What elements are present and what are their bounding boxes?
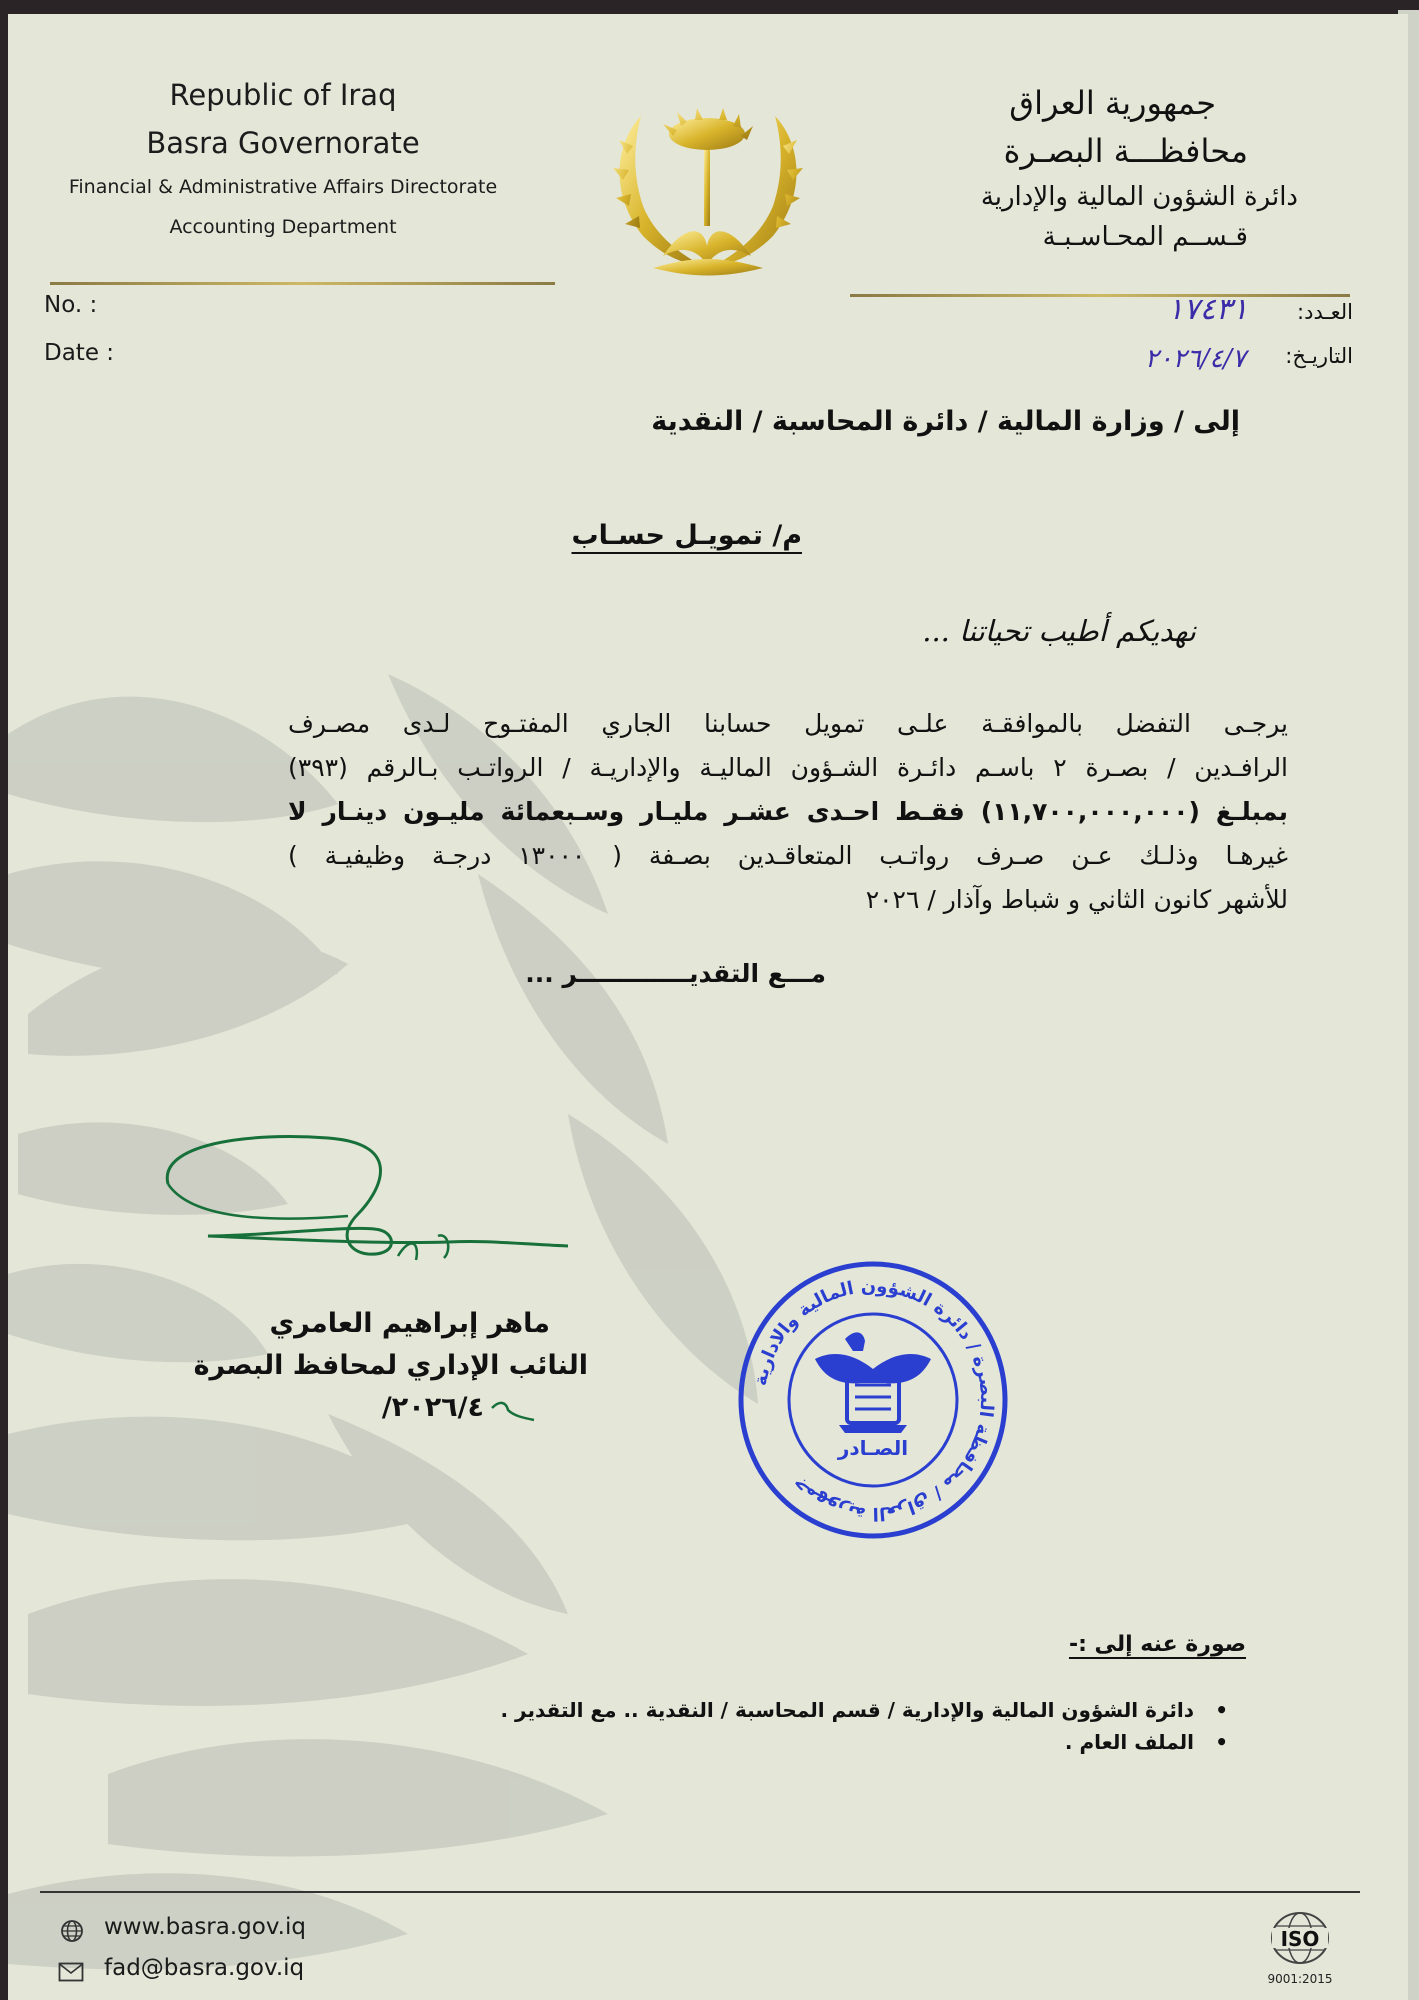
list-item: • دائرة الشؤون المالية والإدارية / قسم المحاسبة / النقدية .. مع التقدير . (500, 1694, 1228, 1726)
copy-to-heading: صورة عنه إلى :- (1068, 1632, 1246, 1657)
greeting: نهديكم أطيب تحياتنا ... (922, 614, 1196, 648)
signatory-day-handwritten (490, 1398, 536, 1422)
closing: مـــع التقديـــــــــــــر ... (525, 959, 826, 988)
header-en-line3: Financial & Administrative Affairs Directorate (68, 176, 498, 198)
letter-body (288, 702, 1288, 922)
header-ar-line3: دائرة الشؤون المالية والإدارية (980, 182, 1298, 212)
signature-mark (148, 1124, 608, 1284)
subject: م/ تمويـل حسـاب (571, 520, 802, 551)
signatory-date: ٢٠٢٦/٤/ (381, 1392, 484, 1423)
copy-to-list (500, 1694, 1228, 1758)
no-label: No. : (44, 292, 98, 318)
body-line: يرجـى التفضل بالموافقـة علـى تمويل حسابنا الجاري المفتـوح لـدى مصـرف (288, 709, 1288, 738)
email-icon (58, 1962, 84, 1982)
iso-label: ISO (1280, 1927, 1320, 1951)
letter-page (8, 14, 1408, 2000)
date-label-ar: التاريـخ: (1285, 344, 1353, 368)
body-line: الرافـدين / بصـرة ٢ باسـم دائـرة الشـؤون الماليـة والإداريـة / الرواتـب بـالرقم (٣٩٣) (288, 753, 1289, 782)
header-en-line1: Republic of Iraq (169, 78, 397, 112)
emblem-logo-icon (603, 106, 813, 286)
body-line: للأشهر كانون الثاني و شباط وآذار / ٢٠٢٦ (865, 885, 1288, 914)
header-en-line4: Accounting Department (169, 216, 397, 238)
date-label: Date : (44, 340, 115, 366)
header-ar-line2: محافظـــة البصـرة (1003, 132, 1248, 170)
header-divider-left (50, 282, 555, 285)
number-value-handwritten: ١٧٤٣١ (1167, 292, 1248, 327)
body-line: بمبلـغ (١١,٧٠٠,٠٠٠,٠٠٠) فقـط احـدى عشـر مليـار وسـبعمائة مليـون دينـار لا (288, 797, 1288, 826)
header-ar-line4: قـســم المحـاسـبـة (1042, 222, 1248, 252)
official-stamp (735, 1259, 1011, 1541)
stamp-center-word: الصـادر (837, 1436, 909, 1460)
signatory-title: النائب الإداري لمحافظ البصرة (193, 1350, 588, 1381)
footer-email[interactable]: fad@basra.gov.iq (104, 1955, 305, 1981)
header-divider-right (850, 294, 1350, 297)
stamp-ring-text: جمهورية العراق / محافظة البصرة / دائرة الشؤون المالية والادارية (749, 1275, 998, 1525)
footer-website[interactable]: www.basra.gov.iq (104, 1914, 306, 1940)
header-ar-line1: جمهورية العراق (1009, 84, 1216, 122)
list-item: • الملف العام . (500, 1726, 1228, 1758)
header-en-line2: Basra Governorate (146, 126, 420, 160)
signatory-name: ماهر إبراهيم العامري (269, 1308, 550, 1339)
addressee: إلى / وزارة المالية / دائرة المحاسبة / النقدية (651, 406, 1240, 437)
globe-icon (60, 1919, 84, 1943)
footer-divider (40, 1891, 1360, 1893)
date-value-handwritten: ٢٠٢٦/٤/٧ (1144, 344, 1246, 374)
iso-globe-icon (1268, 1910, 1332, 1968)
body-line: غيرهـا وذلـك عـن صـرف رواتـب المتعاقـدين بصـفة ( ١٣٠٠٠ درجـة وظيفيـة ) (288, 841, 1288, 870)
iso-caption: 9001:2015 (1267, 1972, 1333, 1986)
number-label-ar: العـدد: (1297, 300, 1353, 324)
